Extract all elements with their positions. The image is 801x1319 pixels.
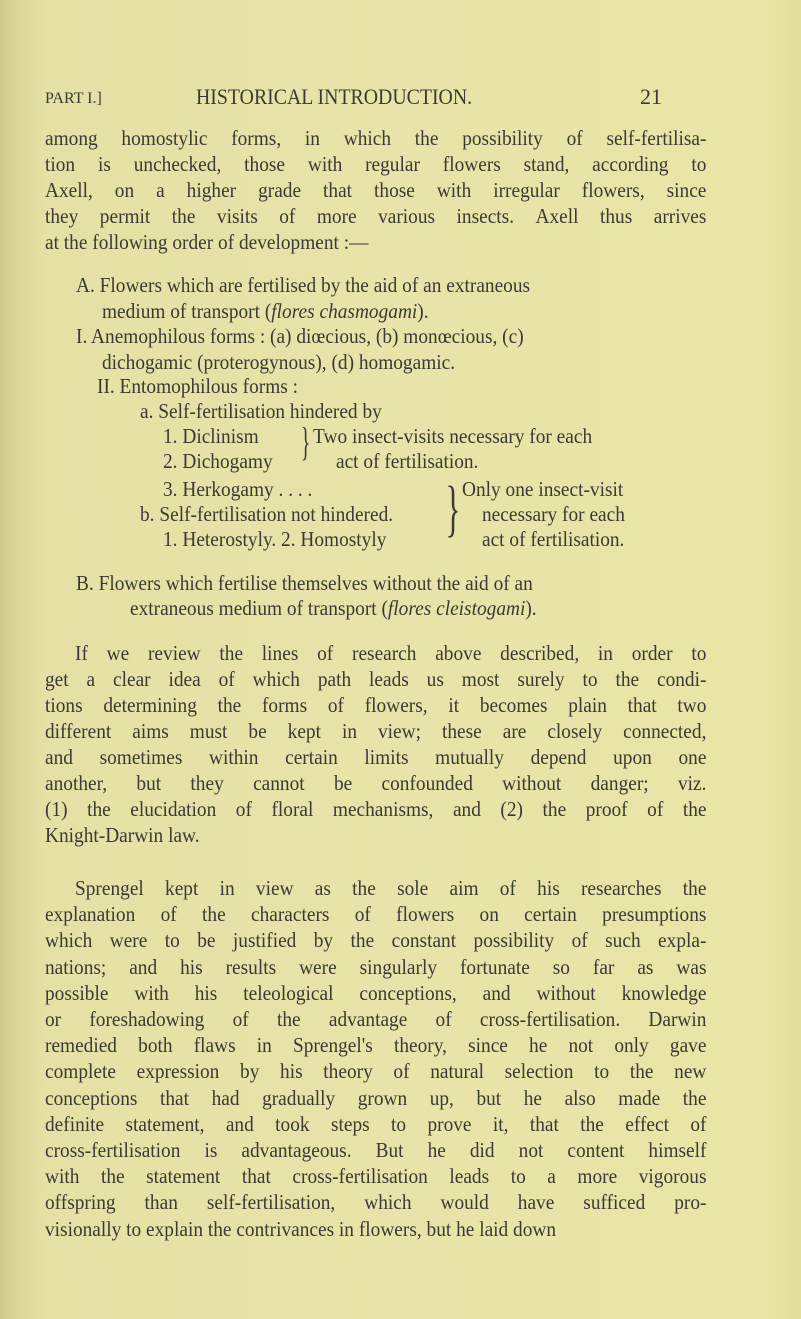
text-line: tion is unchecked, those with regular flowers stand, according to (45, 152, 707, 176)
text-line: Sprengel kept in view as the sole aim of his researches the (75, 876, 707, 900)
text-line: get a clear idea of which path leads us most surely to the condi- (45, 667, 707, 691)
text-line: possible with his teleological conceptions, and without knowledge (45, 980, 707, 1005)
outline-b-note1: Only one insect-visit (462, 477, 624, 501)
outline-I-line2: dichogamic (proterogynous), (d) homogamic. (102, 350, 456, 374)
text-line: they permit the visits of more various insects. Axell thus arrives (45, 204, 707, 228)
text-line: conceptions that had gradually grown up, but he also made the (45, 1085, 707, 1110)
outline-A-line2: medium of transport (flores chasmogami). (102, 299, 429, 323)
text-line: with the statement that cross-fertilisation leads to a more vigorous (45, 1164, 707, 1189)
outline-a3: 3. Herkogamy . . . . (163, 477, 313, 501)
text-line: Axell, on a higher grade that those with irregular flowers, since (45, 178, 707, 202)
text-line: remedied both flaws in Sprengel's theory, since he not only gave (45, 1033, 707, 1058)
text-line: among homostylic forms, in which the possibility of self-fertilisa- (45, 126, 707, 150)
outline-A-line1: A. Flowers which are fertilised by the aid of an extraneous (76, 273, 531, 297)
text-line: If we review the lines of research above described, in order to (75, 641, 707, 665)
text-line: or foreshadowing of the advantage of cross-fertilisation. Darwin (45, 1007, 707, 1031)
text-line: offspring than self-fertilisation, which would have sufficed pro- (45, 1190, 707, 1215)
text-line: and sometimes within certain limits mutually depend upon one (45, 745, 707, 769)
text-line: cross-fertilisation is advantageous. But he did not content himself (45, 1138, 707, 1162)
outline-b1: 1. Heterostyly. 2. Homostyly (163, 527, 387, 551)
page-title: HISTORICAL INTRODUCTION. (196, 84, 473, 109)
page-number: 21 (640, 84, 662, 109)
outline-a-note1: Two insect-visits necessary for each (313, 424, 593, 448)
text-line: complete expression by his theory of natural selection to the new (45, 1059, 707, 1084)
outline-a1: 1. Diclinism (163, 424, 259, 448)
text-line: different aims must be kept in view; these are closely connected, (45, 719, 707, 743)
text-line: another, but they cannot be confounded without danger; viz. (45, 771, 707, 795)
outline-B-line2: extraneous medium of transport (flores cleistogami). (130, 596, 537, 620)
text-line: definite statement, and took steps to prove it, that the effect of (45, 1111, 707, 1136)
outline-a: a. Self-fertilisation hindered by (140, 399, 382, 423)
outline-b-note3: act of fertilisation. (482, 527, 625, 551)
text-line: Knight-Darwin law. (45, 823, 200, 847)
text-line: which were to be justified by the constant possibility of such expla- (45, 928, 707, 953)
text-line: explanation of the characters of flowers on certain presumptions (45, 902, 707, 927)
outline-a-note2: act of fertilisation. (336, 449, 479, 473)
outline-I-line1: I. Anemophilous forms : (a) diœcious, (b) monœcious, (c) (76, 324, 524, 348)
outline-II: II. Entomophilous forms : (97, 374, 299, 398)
text-line: (1) the elucidation of floral mechanisms, and (2) the proof of the (45, 797, 707, 821)
brace-icon: } (445, 475, 461, 543)
text-line: nations; and his results were singularly fortunate so far as was (45, 954, 707, 979)
part-label: PART I.] (45, 90, 102, 107)
outline-B-line1: B. Flowers which fertilise themselves without the aid of an (76, 571, 533, 595)
text-line: tions determining the forms of flowers, it becomes plain that two (45, 693, 707, 717)
outline-b: b. Self-fertilisation not hindered. (140, 502, 394, 526)
brace-icon: } (300, 419, 311, 464)
outline-b-note2: necessary for each (482, 502, 625, 526)
text-line: visionally to explain the contrivances in flowers, but he laid down (45, 1216, 557, 1241)
outline-a2: 2. Dichogamy (163, 449, 273, 473)
text-line: at the following order of development :— (45, 230, 369, 254)
